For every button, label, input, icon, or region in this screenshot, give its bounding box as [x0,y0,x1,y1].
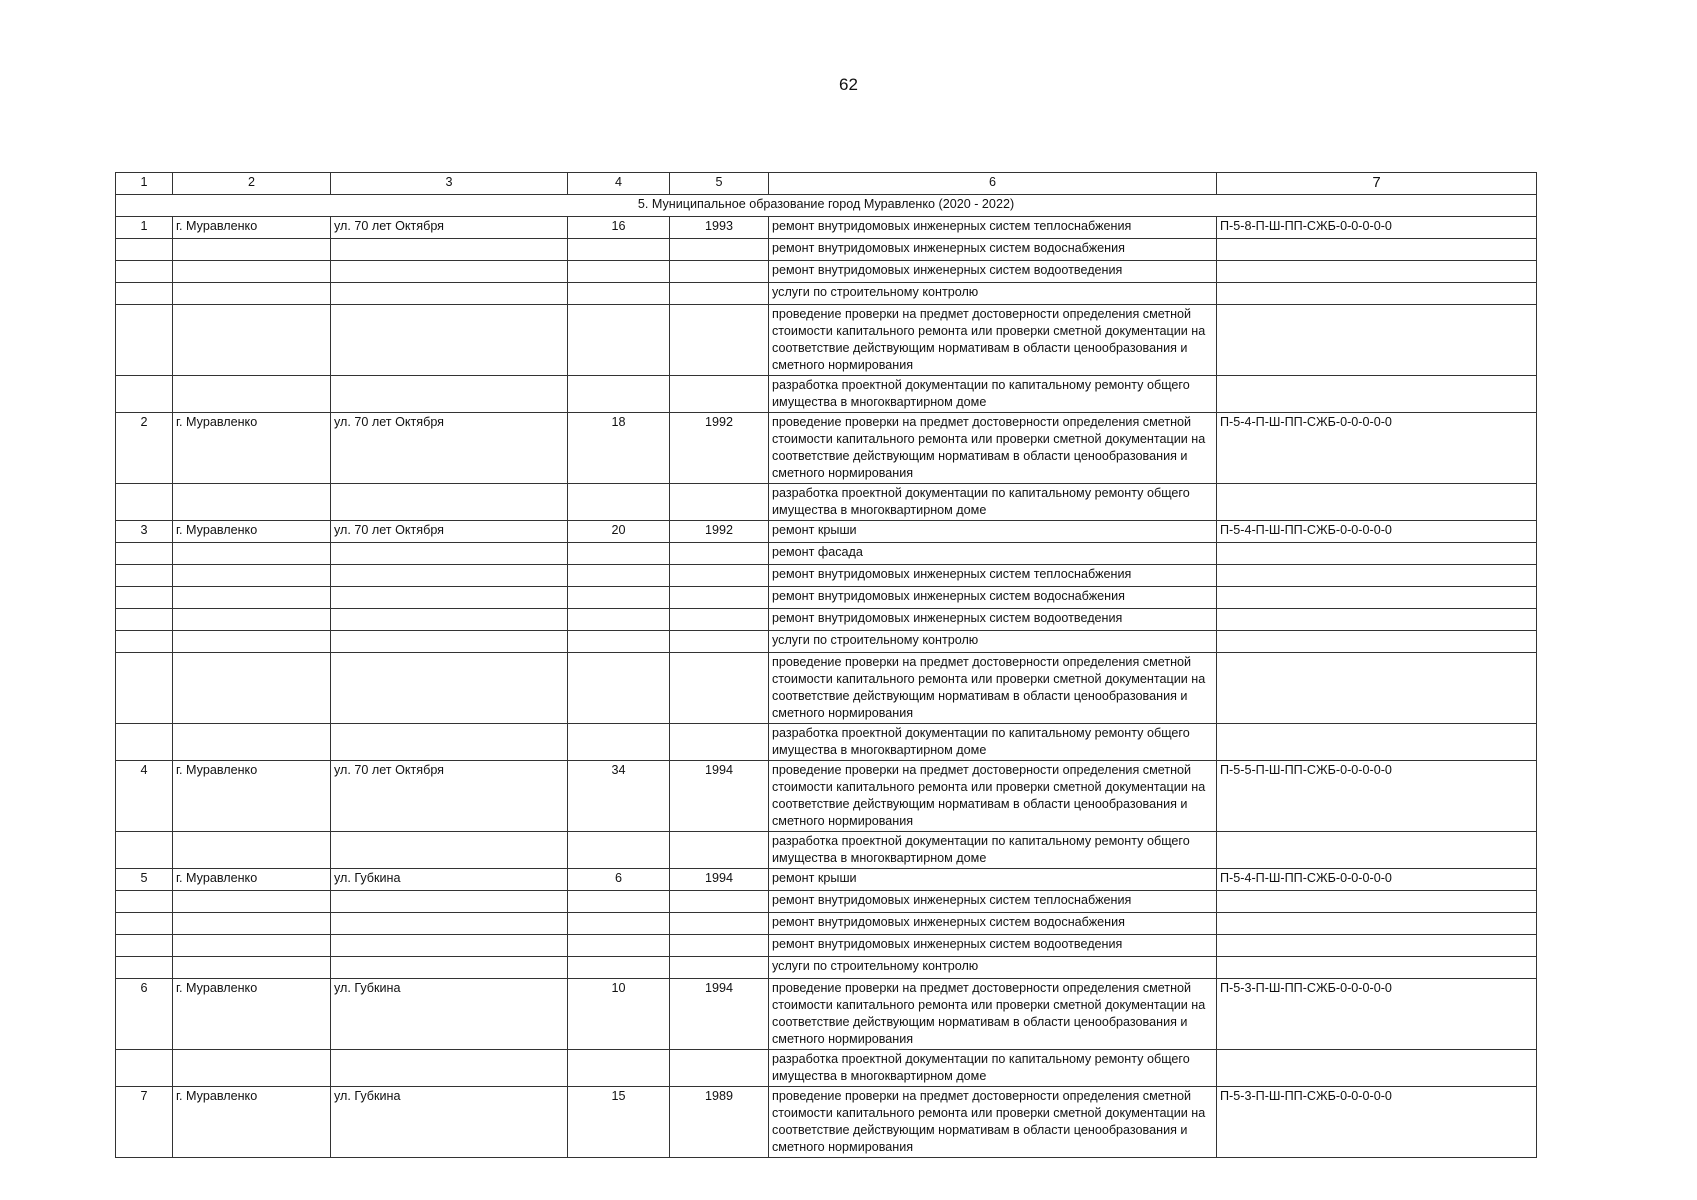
city-cell [173,609,331,631]
code-cell [1217,1050,1537,1087]
city-cell [173,724,331,761]
row-number-cell [116,565,173,587]
year-cell [670,239,769,261]
year-cell [670,376,769,413]
code-cell: П-5-3-П-Ш-ПП-СЖБ-0-0-0-0-0 [1217,979,1537,1050]
code-cell [1217,283,1537,305]
page-number: 62 [839,75,858,94]
table-row [116,283,1537,305]
header-cell: 2 [173,173,331,195]
header-cell: 1 [116,173,173,195]
city-cell [173,653,331,724]
city-cell [173,1050,331,1087]
code-cell: П-5-4-П-Ш-ПП-СЖБ-0-0-0-0-0 [1217,869,1537,891]
code-cell [1217,543,1537,565]
street-cell [331,653,568,724]
code-cell [1217,261,1537,283]
house-number-cell [568,543,670,565]
house-number-cell [568,305,670,376]
row-number-cell [116,376,173,413]
table-row [116,609,1537,631]
house-number-cell [568,239,670,261]
street-cell [331,239,568,261]
city-cell [173,484,331,521]
code-cell [1217,587,1537,609]
work-type-cell: ремонт внутридомовых инженерных систем водоотведения [769,261,1217,283]
house-number-cell [568,565,670,587]
year-cell [670,724,769,761]
row-number-cell: 3 [116,521,173,543]
row-number-cell [116,935,173,957]
code-cell [1217,891,1537,913]
work-type-cell: ремонт внутридомовых инженерных систем теплоснабжения [769,891,1217,913]
house-number-cell [568,587,670,609]
code-cell: П-5-5-П-Ш-ПП-СЖБ-0-0-0-0-0 [1217,761,1537,832]
row-number-cell: 2 [116,413,173,484]
year-cell [670,891,769,913]
code-cell: П-5-3-П-Ш-ПП-СЖБ-0-0-0-0-0 [1217,1087,1537,1158]
city-cell: г. Муравленко [173,869,331,891]
year-cell: 1989 [670,1087,769,1158]
work-type-cell: разработка проектной документации по капитальному ремонту общего имущества в многоквартирном доме [769,376,1217,413]
year-cell [670,913,769,935]
house-number-cell: 18 [568,413,670,484]
code-cell [1217,653,1537,724]
city-cell [173,543,331,565]
year-cell [670,565,769,587]
row-number-cell [116,631,173,653]
street-cell: ул. Губкина [331,979,568,1050]
table-row [116,543,1537,565]
city-cell [173,587,331,609]
house-number-cell: 6 [568,869,670,891]
work-type-cell: проведение проверки на предмет достоверности определения сметной стоимости капитального ремонта или проверки сметной документации на соответствие действующим нормативам в области ценообразования и сметного нормирования [769,1087,1217,1158]
table-row [116,957,1537,979]
table-row [116,761,1537,832]
work-type-cell: ремонт крыши [769,869,1217,891]
city-cell [173,239,331,261]
row-number-cell: 7 [116,1087,173,1158]
row-number-cell [116,1050,173,1087]
year-cell [670,935,769,957]
house-number-cell [568,631,670,653]
row-number-cell [116,261,173,283]
work-type-cell: ремонт крыши [769,521,1217,543]
street-cell [331,913,568,935]
work-type-cell: разработка проектной документации по капитальному ремонту общего имущества в многоквартирном доме [769,484,1217,521]
house-number-cell: 34 [568,761,670,832]
house-number-cell [568,261,670,283]
street-cell: ул. Губкина [331,869,568,891]
table-row [116,261,1537,283]
table-row [116,565,1537,587]
work-type-cell: ремонт внутридомовых инженерных систем водоснабжения [769,913,1217,935]
city-cell [173,283,331,305]
work-type-cell: ремонт фасада [769,543,1217,565]
street-cell [331,587,568,609]
table-row [116,1087,1537,1158]
street-cell [331,957,568,979]
street-cell [331,283,568,305]
year-cell [670,609,769,631]
street-cell [331,565,568,587]
year-cell [670,587,769,609]
code-cell [1217,484,1537,521]
row-number-cell [116,724,173,761]
row-number-cell: 1 [116,217,173,239]
year-cell: 1994 [670,869,769,891]
house-number-cell: 10 [568,979,670,1050]
city-cell [173,832,331,869]
code-cell: П-5-8-П-Ш-ПП-СЖБ-0-0-0-0-0 [1217,217,1537,239]
house-number-cell [568,891,670,913]
work-type-cell: ремонт внутридомовых инженерных систем водоотведения [769,935,1217,957]
city-cell [173,305,331,376]
table-row [116,305,1537,376]
city-cell [173,935,331,957]
row-number-cell [116,913,173,935]
year-cell: 1994 [670,979,769,1050]
table-row [116,869,1537,891]
house-number-cell [568,832,670,869]
work-type-cell: услуги по строительному контролю [769,957,1217,979]
row-number-cell [116,305,173,376]
row-number-cell: 4 [116,761,173,832]
work-type-cell: ремонт внутридомовых инженерных систем водоснабжения [769,239,1217,261]
code-cell [1217,565,1537,587]
year-cell [670,832,769,869]
code-cell [1217,724,1537,761]
street-cell [331,484,568,521]
row-number-cell [116,484,173,521]
header-cell: 5 [670,173,769,195]
house-number-cell [568,484,670,521]
row-number-cell: 5 [116,869,173,891]
work-type-cell: проведение проверки на предмет достоверности определения сметной стоимости капитального ремонта или проверки сметной документации на соответствие действующим нормативам в области ценообразования и сметного нормирования [769,979,1217,1050]
row-number-cell [116,832,173,869]
section-title: 5. Муниципальное образование город Муравленко (2020 - 2022) [116,195,1537,217]
street-cell [331,891,568,913]
street-cell: ул. Губкина [331,1087,568,1158]
code-cell: П-5-4-П-Ш-ПП-СЖБ-0-0-0-0-0 [1217,521,1537,543]
header-cell: 4 [568,173,670,195]
work-type-cell: разработка проектной документации по капитальному ремонту общего имущества в многоквартирном доме [769,724,1217,761]
code-cell [1217,957,1537,979]
street-cell: ул. 70 лет Октября [331,521,568,543]
street-cell [331,543,568,565]
city-cell: г. Муравленко [173,761,331,832]
table-row [116,484,1537,521]
work-type-cell: проведение проверки на предмет достоверности определения сметной стоимости капитального ремонта или проверки сметной документации на соответствие действующим нормативам в области ценообразования и сметного нормирования [769,305,1217,376]
work-type-cell: разработка проектной документации по капитальному ремонту общего имущества в многоквартирном доме [769,1050,1217,1087]
row-number-cell [116,653,173,724]
code-cell [1217,935,1537,957]
city-cell [173,631,331,653]
street-cell [331,305,568,376]
year-cell: 1992 [670,521,769,543]
year-cell: 1993 [670,217,769,239]
house-number-cell: 15 [568,1087,670,1158]
row-number-cell [116,609,173,631]
year-cell [670,484,769,521]
table-row [116,587,1537,609]
code-cell [1217,631,1537,653]
street-cell [331,832,568,869]
city-cell [173,261,331,283]
row-number-cell [116,283,173,305]
code-cell [1217,305,1537,376]
work-type-cell: разработка проектной документации по капитальному ремонту общего имущества в многоквартирном доме [769,832,1217,869]
row-number-cell [116,891,173,913]
street-cell [331,261,568,283]
header-row [116,173,1537,195]
table-row [116,1050,1537,1087]
house-number-cell [568,609,670,631]
row-number-cell: 6 [116,979,173,1050]
work-type-cell: ремонт внутридомовых инженерных систем водоснабжения [769,587,1217,609]
street-cell [331,609,568,631]
street-cell: ул. 70 лет Октября [331,761,568,832]
house-number-cell [568,935,670,957]
city-cell [173,913,331,935]
work-type-cell: ремонт внутридомовых инженерных систем теплоснабжения [769,565,1217,587]
street-cell [331,1050,568,1087]
year-cell [670,1050,769,1087]
code-cell [1217,239,1537,261]
city-cell [173,376,331,413]
street-cell: ул. 70 лет Октября [331,217,568,239]
house-number-cell [568,913,670,935]
house-number-cell [568,283,670,305]
work-type-cell: услуги по строительному контролю [769,631,1217,653]
table-row [116,376,1537,413]
code-cell: П-5-4-П-Ш-ПП-СЖБ-0-0-0-0-0 [1217,413,1537,484]
house-number-cell [568,724,670,761]
row-number-cell [116,587,173,609]
year-cell: 1992 [670,413,769,484]
header-cell: 3 [331,173,568,195]
city-cell: г. Муравленко [173,217,331,239]
work-type-cell: проведение проверки на предмет достоверности определения сметной стоимости капитального ремонта или проверки сметной документации на соответствие действующим нормативам в области ценообразования и сметного нормирования [769,653,1217,724]
code-cell [1217,913,1537,935]
table-row [116,979,1537,1050]
house-number-cell [568,376,670,413]
table-row [116,832,1537,869]
house-number-cell [568,957,670,979]
table-row [116,631,1537,653]
table-row [116,653,1537,724]
city-cell: г. Муравленко [173,1087,331,1158]
code-cell [1217,376,1537,413]
house-number-cell [568,1050,670,1087]
street-cell [331,631,568,653]
year-cell: 1994 [670,761,769,832]
table-row [116,521,1537,543]
work-type-cell: проведение проверки на предмет достоверности определения сметной стоимости капитального ремонта или проверки сметной документации на соответствие действующим нормативам в области ценообразования и сметного нормирования [769,761,1217,832]
street-cell: ул. 70 лет Октября [331,413,568,484]
code-cell [1217,609,1537,631]
header-cell: 6 [769,173,1217,195]
row-number-cell [116,957,173,979]
table-row [116,891,1537,913]
street-cell [331,376,568,413]
work-type-cell: ремонт внутридомовых инженерных систем водоотведения [769,609,1217,631]
street-cell [331,935,568,957]
table-row [116,413,1537,484]
year-cell [670,261,769,283]
work-type-cell: услуги по строительному контролю [769,283,1217,305]
street-cell [331,724,568,761]
table-row [116,935,1537,957]
table-row [116,239,1537,261]
year-cell [670,957,769,979]
house-number-cell [568,653,670,724]
table-row [116,724,1537,761]
city-cell: г. Муравленко [173,521,331,543]
year-cell [670,631,769,653]
header-cell: 7 [1217,173,1537,195]
city-cell [173,957,331,979]
city-cell: г. Муравленко [173,979,331,1050]
house-number-cell: 20 [568,521,670,543]
city-cell [173,891,331,913]
table-row [116,913,1537,935]
city-cell: г. Муравленко [173,413,331,484]
section-row [116,195,1537,217]
year-cell [670,305,769,376]
table-row [116,217,1537,239]
work-type-cell: проведение проверки на предмет достоверности определения сметной стоимости капитального ремонта или проверки сметной документации на соответствие действующим нормативам в области ценообразования и сметного нормирования [769,413,1217,484]
year-cell [670,653,769,724]
capital-repair-table [115,172,1537,1158]
row-number-cell [116,239,173,261]
code-cell [1217,832,1537,869]
city-cell [173,565,331,587]
work-type-cell: ремонт внутридомовых инженерных систем теплоснабжения [769,217,1217,239]
row-number-cell [116,543,173,565]
year-cell [670,283,769,305]
house-number-cell: 16 [568,217,670,239]
year-cell [670,543,769,565]
